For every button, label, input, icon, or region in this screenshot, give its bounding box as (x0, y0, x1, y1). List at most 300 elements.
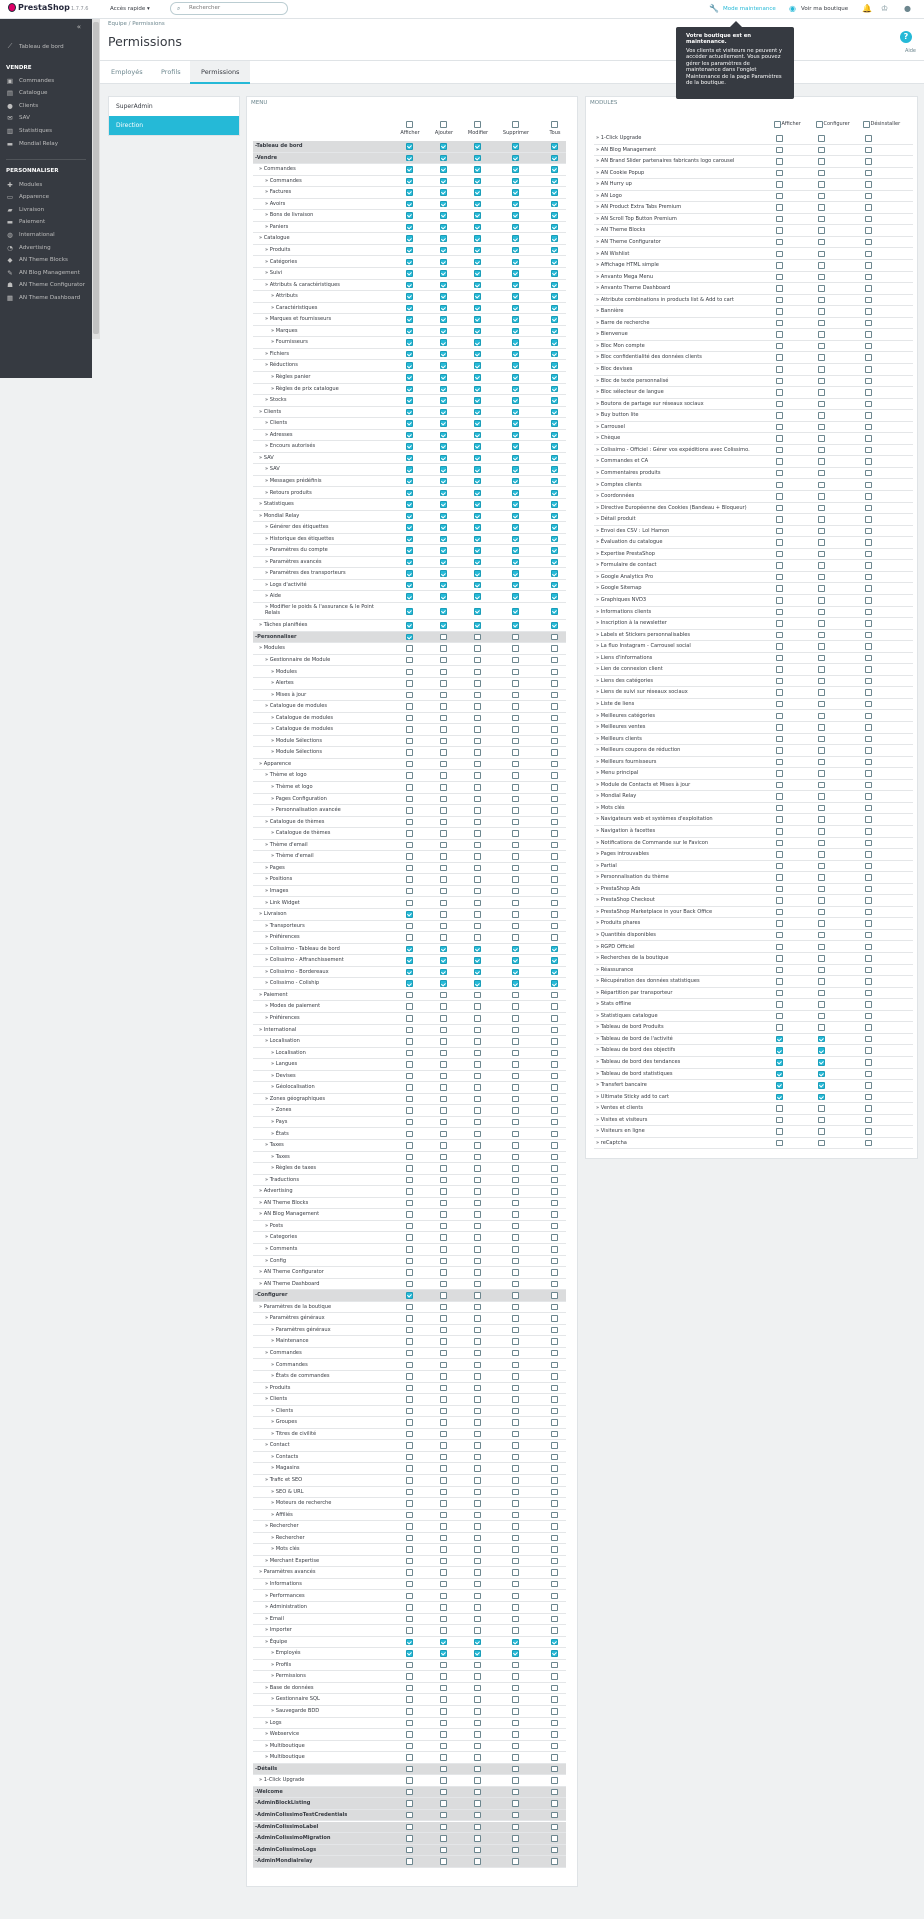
permission-checkbox[interactable] (551, 1858, 558, 1865)
permission-checkbox[interactable] (474, 1777, 481, 1784)
permission-checkbox[interactable] (551, 911, 558, 918)
permission-checkbox[interactable] (474, 478, 481, 485)
permission-checkbox[interactable] (551, 178, 558, 185)
permission-checkbox[interactable] (512, 1708, 519, 1715)
module-permission-checkbox[interactable] (776, 585, 783, 592)
module-permission-checkbox[interactable] (865, 1036, 872, 1043)
permission-checkbox[interactable] (512, 1766, 519, 1773)
permission-checkbox[interactable] (406, 1431, 413, 1438)
expand-icon[interactable]: » (259, 645, 264, 652)
expand-icon[interactable]: » (265, 489, 270, 496)
permission-checkbox[interactable] (551, 501, 558, 508)
permission-checkbox[interactable] (474, 634, 481, 641)
module-permission-checkbox[interactable] (776, 135, 783, 142)
tab-employees[interactable]: Employés (111, 68, 143, 76)
module-header-checkbox-2[interactable] (863, 121, 870, 128)
permission-checkbox[interactable] (512, 1269, 519, 1276)
permission-checkbox[interactable] (512, 328, 519, 335)
module-permission-checkbox[interactable] (776, 666, 783, 673)
module-permission-checkbox[interactable] (865, 632, 872, 639)
permission-checkbox[interactable] (474, 409, 481, 416)
permission-checkbox[interactable] (512, 1754, 519, 1761)
permission-checkbox[interactable] (406, 1812, 413, 1819)
permission-checkbox[interactable] (406, 582, 413, 589)
permission-checkbox[interactable] (440, 1766, 447, 1773)
permission-checkbox[interactable] (440, 1038, 447, 1045)
expand-icon[interactable]: » (265, 772, 270, 779)
expand-icon[interactable]: » (259, 760, 264, 767)
permission-checkbox[interactable] (440, 819, 447, 826)
module-permission-checkbox[interactable] (776, 759, 783, 766)
module-permission-checkbox[interactable] (776, 331, 783, 338)
module-permission-checkbox[interactable] (865, 1059, 872, 1066)
permission-checkbox[interactable] (440, 420, 447, 427)
module-permission-checkbox[interactable] (865, 1024, 872, 1031)
permission-checkbox[interactable] (406, 143, 413, 150)
sidebar-item-dashboard[interactable] (0, 39, 92, 54)
module-permission-checkbox[interactable] (818, 1047, 825, 1054)
permission-checkbox[interactable] (440, 593, 447, 600)
permission-checkbox[interactable] (551, 1673, 558, 1680)
module-header-checkbox-1[interactable] (816, 121, 823, 128)
module-permission-checkbox[interactable] (818, 447, 825, 454)
permission-checkbox[interactable] (551, 992, 558, 999)
permission-checkbox[interactable] (512, 1038, 519, 1045)
module-permission-checkbox[interactable] (865, 713, 872, 720)
permission-checkbox[interactable] (406, 351, 413, 358)
permission-checkbox[interactable] (551, 1558, 558, 1565)
permission-checkbox[interactable] (406, 1142, 413, 1149)
permission-checkbox[interactable] (551, 478, 558, 485)
permission-checkbox[interactable] (474, 1119, 481, 1126)
module-permission-checkbox[interactable] (865, 1128, 872, 1135)
permission-checkbox[interactable] (474, 784, 481, 791)
expand-icon[interactable]: » (265, 1580, 270, 1587)
permission-checkbox[interactable] (474, 1142, 481, 1149)
permission-checkbox[interactable] (551, 1419, 558, 1426)
permission-checkbox[interactable] (406, 1454, 413, 1461)
module-permission-checkbox[interactable] (776, 320, 783, 327)
module-permission-checkbox[interactable] (776, 793, 783, 800)
module-permission-checkbox[interactable] (818, 655, 825, 662)
permission-checkbox[interactable] (474, 888, 481, 895)
permission-checkbox[interactable] (474, 1177, 481, 1184)
expand-icon[interactable]: » (265, 547, 270, 554)
permission-checkbox[interactable] (474, 969, 481, 976)
module-permission-checkbox[interactable] (865, 147, 872, 154)
permission-checkbox[interactable] (474, 559, 481, 566)
permission-checkbox[interactable] (440, 911, 447, 918)
module-permission-checkbox[interactable] (776, 932, 783, 939)
permission-checkbox[interactable] (512, 466, 519, 473)
permission-checkbox[interactable] (406, 155, 413, 162)
permission-checkbox[interactable] (512, 270, 519, 277)
permission-checkbox[interactable] (551, 796, 558, 803)
permission-checkbox[interactable] (512, 634, 519, 641)
permission-checkbox[interactable] (512, 351, 519, 358)
permission-checkbox[interactable] (551, 409, 558, 416)
permission-checkbox[interactable] (406, 1477, 413, 1484)
permission-checkbox[interactable] (440, 1616, 447, 1623)
permission-checkbox[interactable] (512, 911, 519, 918)
permission-checkbox[interactable] (474, 1662, 481, 1669)
permission-checkbox[interactable] (406, 634, 413, 641)
module-permission-checkbox[interactable] (865, 747, 872, 754)
permission-checkbox[interactable] (440, 259, 447, 266)
module-permission-checkbox[interactable] (818, 343, 825, 350)
module-permission-checkbox[interactable] (865, 1001, 872, 1008)
permission-checkbox[interactable] (474, 582, 481, 589)
permission-checkbox[interactable] (474, 865, 481, 872)
maintenance-link[interactable]: Mode maintenance (723, 6, 776, 12)
permission-checkbox[interactable] (440, 1535, 447, 1542)
module-permission-checkbox[interactable] (865, 389, 872, 396)
permission-checkbox[interactable] (440, 1073, 447, 1080)
permission-checkbox[interactable] (474, 420, 481, 427)
permission-checkbox[interactable] (440, 842, 447, 849)
permission-checkbox[interactable] (551, 1362, 558, 1369)
permission-checkbox[interactable] (474, 1396, 481, 1403)
module-permission-checkbox[interactable] (818, 574, 825, 581)
permission-checkbox[interactable] (474, 501, 481, 508)
permission-checkbox[interactable] (551, 807, 558, 814)
permission-checkbox[interactable] (406, 478, 413, 485)
permission-checkbox[interactable] (512, 1593, 519, 1600)
permission-checkbox[interactable] (551, 305, 558, 312)
permission-checkbox[interactable] (474, 1385, 481, 1392)
permission-checkbox[interactable] (440, 876, 447, 883)
module-permission-checkbox[interactable] (865, 562, 872, 569)
module-permission-checkbox[interactable] (818, 262, 825, 269)
expand-icon[interactable]: » (271, 1107, 276, 1114)
permission-checkbox[interactable] (440, 582, 447, 589)
module-permission-checkbox[interactable] (865, 759, 872, 766)
permission-checkbox[interactable] (512, 865, 519, 872)
permission-checkbox[interactable] (512, 749, 519, 756)
permission-checkbox[interactable] (440, 1662, 447, 1669)
module-permission-checkbox[interactable] (818, 701, 825, 708)
module-permission-checkbox[interactable] (865, 1047, 872, 1054)
permission-checkbox[interactable] (440, 155, 447, 162)
permission-checkbox[interactable] (551, 853, 558, 860)
permission-checkbox[interactable] (551, 876, 558, 883)
permission-checkbox[interactable] (512, 853, 519, 860)
permission-checkbox[interactable] (512, 657, 519, 664)
module-permission-checkbox[interactable] (776, 736, 783, 743)
permission-checkbox[interactable] (474, 1685, 481, 1692)
permission-checkbox[interactable] (474, 1650, 481, 1657)
expand-icon[interactable]: » (265, 420, 270, 427)
permission-checkbox[interactable] (440, 1431, 447, 1438)
module-permission-checkbox[interactable] (865, 724, 872, 731)
permission-checkbox[interactable] (474, 1627, 481, 1634)
expand-icon[interactable]: » (265, 477, 270, 484)
permission-checkbox[interactable] (474, 235, 481, 242)
permission-checkbox[interactable] (512, 969, 519, 976)
permission-checkbox[interactable] (406, 1061, 413, 1068)
module-permission-checkbox[interactable] (818, 216, 825, 223)
permission-checkbox[interactable] (406, 1350, 413, 1357)
permission-checkbox[interactable] (551, 1050, 558, 1057)
module-permission-checkbox[interactable] (818, 424, 825, 431)
permission-checkbox[interactable] (512, 374, 519, 381)
permission-checkbox[interactable] (440, 830, 447, 837)
permission-checkbox[interactable] (474, 946, 481, 953)
module-permission-checkbox[interactable] (776, 482, 783, 489)
permission-checkbox[interactable] (474, 259, 481, 266)
expand-icon[interactable]: » (265, 841, 270, 848)
permission-checkbox[interactable] (474, 1223, 481, 1230)
permission-checkbox[interactable] (474, 1246, 481, 1253)
permission-checkbox[interactable] (406, 715, 413, 722)
expand-icon[interactable]: » (271, 1061, 276, 1068)
module-permission-checkbox[interactable] (818, 1082, 825, 1089)
permission-checkbox[interactable] (512, 524, 519, 531)
permission-checkbox[interactable] (406, 842, 413, 849)
permission-checkbox[interactable] (512, 143, 519, 150)
module-permission-checkbox[interactable] (865, 643, 872, 650)
permission-checkbox[interactable] (440, 1142, 447, 1149)
permission-checkbox[interactable] (406, 645, 413, 652)
permission-checkbox[interactable] (512, 247, 519, 254)
permission-checkbox[interactable] (474, 622, 481, 629)
permission-checkbox[interactable] (551, 339, 558, 346)
permission-checkbox[interactable] (406, 1720, 413, 1727)
permission-checkbox[interactable] (512, 669, 519, 676)
permission-checkbox[interactable] (551, 1789, 558, 1796)
permission-checkbox[interactable] (551, 1708, 558, 1715)
permission-checkbox[interactable] (474, 1096, 481, 1103)
module-permission-checkbox[interactable] (776, 967, 783, 974)
expand-icon[interactable]: » (265, 968, 270, 975)
module-permission-checkbox[interactable] (818, 1059, 825, 1066)
permission-checkbox[interactable] (440, 1015, 447, 1022)
permission-checkbox[interactable] (551, 761, 558, 768)
permission-checkbox[interactable] (440, 1477, 447, 1484)
permission-checkbox[interactable] (551, 490, 558, 497)
permission-checkbox[interactable] (512, 386, 519, 393)
permission-checkbox[interactable] (440, 923, 447, 930)
module-permission-checkbox[interactable] (818, 770, 825, 777)
expand-icon[interactable]: » (271, 1373, 276, 1380)
permission-checkbox[interactable] (512, 1188, 519, 1195)
permission-checkbox[interactable] (551, 1766, 558, 1773)
permission-checkbox[interactable] (440, 1131, 447, 1138)
permission-checkbox[interactable] (406, 1281, 413, 1288)
permission-checkbox[interactable] (551, 1131, 558, 1138)
permission-checkbox[interactable] (440, 1327, 447, 1334)
module-permission-checkbox[interactable] (776, 828, 783, 835)
permission-checkbox[interactable] (551, 443, 558, 450)
permission-checkbox[interactable] (474, 536, 481, 543)
permission-checkbox[interactable] (406, 386, 413, 393)
permission-checkbox[interactable] (512, 807, 519, 814)
module-permission-checkbox[interactable] (818, 562, 825, 569)
module-permission-checkbox[interactable] (776, 308, 783, 315)
permission-checkbox[interactable] (512, 1743, 519, 1750)
permission-checkbox[interactable] (551, 593, 558, 600)
permission-checkbox[interactable] (551, 1292, 558, 1299)
module-permission-checkbox[interactable] (865, 932, 872, 939)
expand-icon[interactable]: - (255, 1800, 258, 1807)
expand-icon[interactable]: » (265, 1384, 270, 1391)
permission-checkbox[interactable] (406, 1604, 413, 1611)
module-permission-checkbox[interactable] (865, 828, 872, 835)
permission-checkbox[interactable] (406, 1003, 413, 1010)
expand-icon[interactable]: » (265, 656, 270, 663)
expand-icon[interactable]: » (265, 1442, 270, 1449)
permission-checkbox[interactable] (551, 608, 558, 615)
permission-checkbox[interactable] (512, 559, 519, 566)
permission-checkbox[interactable] (440, 934, 447, 941)
header-checkbox-2[interactable] (474, 121, 481, 128)
permission-checkbox[interactable] (440, 1500, 447, 1507)
permission-checkbox[interactable] (551, 1800, 558, 1807)
module-permission-checkbox[interactable] (818, 505, 825, 512)
permission-checkbox[interactable] (474, 1720, 481, 1727)
module-permission-checkbox[interactable] (865, 378, 872, 385)
permission-checkbox[interactable] (474, 305, 481, 312)
permission-checkbox[interactable] (474, 1800, 481, 1807)
expand-icon[interactable]: » (259, 1026, 264, 1033)
module-permission-checkbox[interactable] (865, 285, 872, 292)
expand-icon[interactable]: » (265, 1246, 270, 1252)
module-permission-checkbox[interactable] (818, 320, 825, 327)
permission-checkbox[interactable] (512, 1015, 519, 1022)
permission-checkbox[interactable] (440, 1465, 447, 1472)
permission-checkbox[interactable] (406, 1858, 413, 1865)
expand-icon[interactable]: » (265, 397, 270, 404)
expand-icon[interactable]: » (271, 1165, 276, 1172)
permission-checkbox[interactable] (512, 362, 519, 369)
permission-checkbox[interactable] (474, 1489, 481, 1496)
expand-icon[interactable]: » (259, 622, 264, 629)
permission-checkbox[interactable] (440, 1731, 447, 1738)
expand-icon[interactable]: - (255, 633, 258, 640)
permission-checkbox[interactable] (512, 1512, 519, 1519)
module-permission-checkbox[interactable] (776, 493, 783, 500)
permission-checkbox[interactable] (440, 692, 447, 699)
permission-checkbox[interactable] (440, 339, 447, 346)
permission-checkbox[interactable] (406, 888, 413, 895)
permission-checkbox[interactable] (512, 1142, 519, 1149)
permission-checkbox[interactable] (512, 1061, 519, 1068)
module-permission-checkbox[interactable] (776, 897, 783, 904)
permission-checkbox[interactable] (551, 1211, 558, 1218)
permission-checkbox[interactable] (474, 1812, 481, 1819)
permission-checkbox[interactable] (406, 1234, 413, 1241)
permission-checkbox[interactable] (440, 1593, 447, 1600)
module-permission-checkbox[interactable] (818, 897, 825, 904)
module-permission-checkbox[interactable] (818, 863, 825, 870)
permission-checkbox[interactable] (551, 1500, 558, 1507)
permission-checkbox[interactable] (474, 1350, 481, 1357)
permission-checkbox[interactable] (440, 1165, 447, 1172)
permission-checkbox[interactable] (512, 1350, 519, 1357)
permission-checkbox[interactable] (551, 1373, 558, 1380)
permission-checkbox[interactable] (474, 1858, 481, 1865)
expand-icon[interactable]: » (271, 1661, 276, 1668)
expand-icon[interactable]: » (265, 223, 270, 230)
permission-checkbox[interactable] (551, 1477, 558, 1484)
permission-checkbox[interactable] (551, 1315, 558, 1322)
permission-checkbox[interactable] (440, 247, 447, 254)
permission-checkbox[interactable] (551, 1385, 558, 1392)
module-permission-checkbox[interactable] (776, 874, 783, 881)
permission-checkbox[interactable] (406, 1512, 413, 1519)
permission-checkbox[interactable] (512, 1477, 519, 1484)
module-permission-checkbox[interactable] (865, 585, 872, 592)
module-permission-checkbox[interactable] (776, 632, 783, 639)
permission-checkbox[interactable] (512, 772, 519, 779)
module-permission-checkbox[interactable] (865, 297, 872, 304)
expand-icon[interactable]: » (265, 1592, 270, 1599)
permission-checkbox[interactable] (512, 1569, 519, 1576)
permission-checkbox[interactable] (474, 386, 481, 393)
permission-checkbox[interactable] (551, 1107, 558, 1114)
permission-checkbox[interactable] (512, 1627, 519, 1634)
permission-checkbox[interactable] (512, 1362, 519, 1369)
permission-checkbox[interactable] (406, 1558, 413, 1565)
module-permission-checkbox[interactable] (776, 1047, 783, 1054)
permission-checkbox[interactable] (406, 807, 413, 814)
permission-checkbox[interactable] (406, 1500, 413, 1507)
permission-checkbox[interactable] (551, 1177, 558, 1184)
module-permission-checkbox[interactable] (818, 551, 825, 558)
permission-checkbox[interactable] (474, 1442, 481, 1449)
permission-checkbox[interactable] (406, 1546, 413, 1553)
permission-checkbox[interactable] (474, 1419, 481, 1426)
expand-icon[interactable]: » (271, 726, 276, 733)
module-permission-checkbox[interactable] (865, 620, 872, 627)
permission-checkbox[interactable] (440, 1084, 447, 1091)
expand-icon[interactable]: » (265, 177, 270, 184)
permission-checkbox[interactable] (406, 1269, 413, 1276)
permission-checkbox[interactable] (551, 212, 558, 219)
permission-checkbox[interactable] (406, 1246, 413, 1253)
permission-checkbox[interactable] (474, 1824, 481, 1831)
module-permission-checkbox[interactable] (776, 447, 783, 454)
expand-icon[interactable]: » (271, 784, 276, 790)
expand-icon[interactable]: » (271, 339, 276, 346)
permission-checkbox[interactable] (551, 224, 558, 231)
module-permission-checkbox[interactable] (776, 574, 783, 581)
permission-checkbox[interactable] (406, 339, 413, 346)
permission-checkbox[interactable] (474, 328, 481, 335)
module-permission-checkbox[interactable] (865, 655, 872, 662)
module-permission-checkbox[interactable] (776, 424, 783, 431)
expand-icon[interactable]: » (271, 1130, 276, 1137)
permission-checkbox[interactable] (551, 316, 558, 323)
permission-checkbox[interactable] (440, 1639, 447, 1646)
module-permission-checkbox[interactable] (818, 689, 825, 696)
permission-checkbox[interactable] (512, 305, 519, 312)
permission-checkbox[interactable] (474, 1731, 481, 1738)
permission-checkbox[interactable] (551, 1223, 558, 1230)
module-permission-checkbox[interactable] (818, 251, 825, 258)
module-permission-checkbox[interactable] (818, 1024, 825, 1031)
permission-checkbox[interactable] (474, 293, 481, 300)
permission-checkbox[interactable] (474, 1373, 481, 1380)
permission-checkbox[interactable] (474, 715, 481, 722)
permission-checkbox[interactable] (406, 224, 413, 231)
permission-checkbox[interactable] (474, 443, 481, 450)
module-permission-checkbox[interactable] (865, 447, 872, 454)
module-permission-checkbox[interactable] (776, 851, 783, 858)
permission-checkbox[interactable] (440, 212, 447, 219)
permission-checkbox[interactable] (440, 282, 447, 289)
permission-checkbox[interactable] (474, 1754, 481, 1761)
